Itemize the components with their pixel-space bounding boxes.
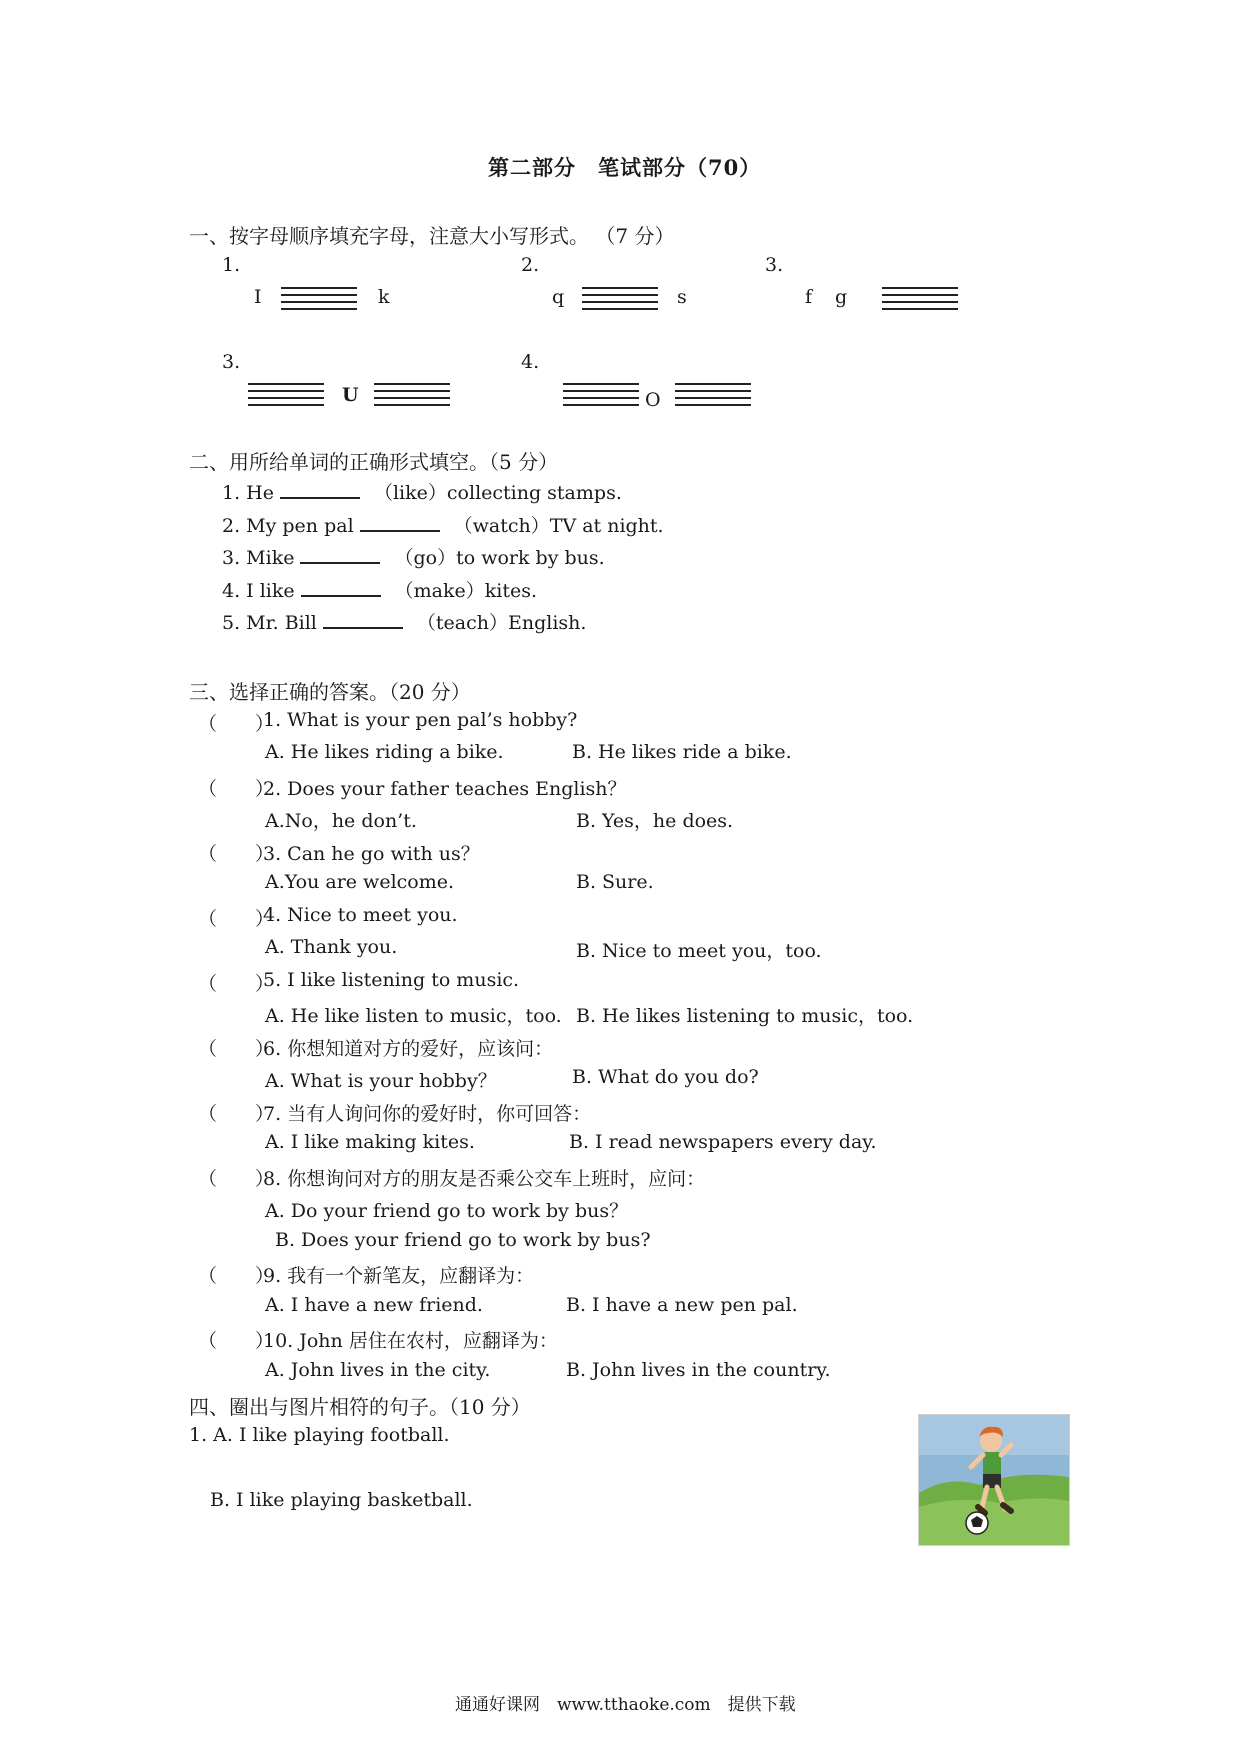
- s3-q7-option-b: B. I read newspapers every day.: [569, 1131, 877, 1153]
- s1-item-5-letter: O: [645, 389, 661, 411]
- s1-item-4-writing-lines-left[interactable]: [248, 383, 324, 411]
- s1-item-2-number: 2.: [521, 254, 540, 276]
- section-2-heading: 二、用所给单词的正确形式填空。（5 分）: [189, 450, 559, 474]
- s3-q4-answer-paren[interactable]: （ ）: [198, 908, 275, 930]
- s3-q10-answer-paren[interactable]: （ ）: [198, 1330, 275, 1352]
- s2-item-3-prefix: 3. Mike: [222, 547, 295, 569]
- s1-item-2-writing-lines[interactable]: [582, 287, 658, 315]
- s2-item-1: [222, 478, 622, 505]
- s3-q5-option-b: B. He likes listening to music，too.: [576, 1005, 914, 1027]
- s1-item-1-letter-a: I: [254, 286, 262, 308]
- s2-item-2-word: （watch）: [453, 515, 550, 537]
- s2-item-1-word: （like）: [373, 482, 447, 504]
- boy-playing-football-image: [918, 1414, 1070, 1546]
- s3-q10-option-b: B. John lives in the country.: [566, 1359, 831, 1381]
- s1-item-5-number: 4.: [521, 351, 540, 373]
- s3-q7-option-a: A. I like making kites.: [265, 1131, 475, 1153]
- s2-item-1-suffix: collecting stamps.: [446, 482, 622, 504]
- s1-item-3-letter-a: f: [805, 286, 813, 308]
- s3-q5-question: 5. I like listening to music.: [263, 969, 520, 991]
- s3-q8-question: 8. 你想询问对方的朋友是否乘公交车上班时，应问：: [263, 1168, 706, 1190]
- s3-q1-option-b: B. He likes ride a bike.: [572, 741, 792, 763]
- s2-item-1-blank[interactable]: [280, 479, 360, 499]
- s1-item-1-number: 1.: [222, 254, 241, 276]
- s2-item-2: [222, 511, 664, 538]
- s2-item-2-prefix: 2. My pen pal: [222, 515, 354, 537]
- s3-q3-question: 3. Can he go with us？: [263, 843, 480, 865]
- s3-q9-answer-paren[interactable]: （ ）: [198, 1265, 275, 1287]
- s3-q6-question: 6. 你想知道对方的爱好，应该问：: [263, 1038, 554, 1060]
- s3-q7-answer-paren[interactable]: （ ）: [198, 1103, 275, 1125]
- s3-q1-question: 1. What is your pen pal’s hobby?: [263, 709, 578, 731]
- s1-item-4-letter: U: [342, 384, 359, 406]
- s3-q4-option-a: A. Thank you.: [265, 936, 398, 958]
- s3-q6-answer-paren[interactable]: （ ）: [198, 1038, 275, 1060]
- page-footer: 通通好课网 www.tthaoke.com 提供下载: [455, 1695, 796, 1715]
- s1-item-1-letter-b: k: [378, 286, 390, 308]
- s3-q10-question: 10. John 居住在农村，应翻译为：: [263, 1330, 558, 1352]
- s3-q1-answer-paren[interactable]: （ ）: [198, 713, 275, 735]
- s3-q8-answer-paren[interactable]: （ ）: [198, 1168, 275, 1190]
- page-title: 第二部分 笔试部分（70）: [488, 155, 762, 180]
- s2-item-4-suffix: kites.: [484, 580, 537, 602]
- s3-q3-option-b: B. Sure.: [576, 871, 654, 893]
- s3-q4-question: 4. Nice to meet you.: [263, 904, 458, 926]
- s3-q7-question: 7. 当有人询问你的爱好时，你可回答：: [263, 1103, 592, 1125]
- s2-item-2-suffix: TV at night.: [549, 515, 664, 537]
- s1-item-2-letter-a: q: [552, 286, 565, 308]
- s2-item-5-blank[interactable]: [323, 609, 403, 629]
- s2-item-3: [222, 543, 605, 570]
- s3-q2-answer-paren[interactable]: （ ）: [198, 778, 275, 800]
- s3-q4-option-b: B. Nice to meet you，too.: [576, 940, 822, 962]
- s1-item-5-writing-lines-left[interactable]: [563, 383, 639, 411]
- s1-item-2-letter-b: s: [677, 286, 687, 308]
- s3-q9-option-b: B. I have a new pen pal.: [566, 1294, 798, 1316]
- s4-option-a[interactable]: 1. A. I like playing football.: [189, 1424, 450, 1446]
- s2-item-3-word: （go）: [394, 547, 457, 569]
- s1-item-4-number: 3.: [222, 351, 241, 373]
- s1-item-1-writing-lines[interactable]: [281, 287, 357, 315]
- s3-q2-option-b: B. Yes，he does.: [576, 810, 734, 832]
- s1-item-3-writing-lines[interactable]: [882, 287, 958, 315]
- s1-item-4-writing-lines-right[interactable]: [374, 383, 450, 411]
- s3-q3-option-a: A.You are welcome.: [265, 871, 455, 893]
- s2-item-4-blank[interactable]: [301, 577, 381, 597]
- s2-item-3-blank[interactable]: [300, 544, 380, 564]
- s2-item-4: [222, 576, 537, 603]
- s3-q8-option-a: A. Do your friend go to work by bus？: [265, 1200, 629, 1222]
- s2-item-5-word: （teach）: [416, 612, 508, 634]
- s2-item-5: [222, 608, 586, 635]
- s2-item-5-prefix: 5. Mr. Bill: [222, 612, 317, 634]
- s2-item-3-suffix: to work by bus.: [456, 547, 605, 569]
- s3-q8-option-b: B. Does your friend go to work by bus?: [275, 1229, 651, 1251]
- s2-item-4-prefix: 4. I like: [222, 580, 295, 602]
- s3-q9-option-a: A. I have a new friend.: [265, 1294, 483, 1316]
- s2-item-5-suffix: English.: [507, 612, 587, 634]
- s1-item-3-letter-b: g: [835, 286, 848, 308]
- s3-q2-option-a: A.No，he don’t.: [265, 810, 417, 832]
- s3-q6-option-b: B. What do you do?: [572, 1066, 759, 1088]
- section-4-heading: 四、圈出与图片相符的句子。（10 分）: [189, 1395, 531, 1419]
- s1-item-5-writing-lines-right[interactable]: [675, 383, 751, 411]
- s3-q3-answer-paren[interactable]: （ ）: [198, 843, 275, 865]
- s3-q6-option-a: A. What is your hobby？: [265, 1070, 497, 1092]
- s3-q5-answer-paren[interactable]: （ ）: [198, 973, 275, 995]
- s2-item-2-blank[interactable]: [360, 512, 440, 532]
- s3-q5-option-a: A. He like listen to music，too.: [265, 1005, 562, 1027]
- s2-item-1-prefix: 1. He: [222, 482, 274, 504]
- section-3-heading: 三、选择正确的答案。（20 分）: [189, 680, 471, 704]
- section-1-heading: 一、按字母顺序填充字母，注意大小写形式。 （7 分）: [189, 224, 675, 248]
- s3-q1-option-a: A. He likes riding a bike.: [265, 741, 504, 763]
- s4-option-b[interactable]: B. I like playing basketball.: [210, 1489, 473, 1511]
- s3-q2-question: 2. Does your father teaches English？: [263, 778, 627, 800]
- s2-item-4-word: （make）: [394, 580, 485, 602]
- s1-item-3-number: 3.: [765, 254, 784, 276]
- s3-q9-question: 9. 我有一个新笔友，应翻译为：: [263, 1265, 535, 1287]
- s3-q10-option-a: A. John lives in the city.: [265, 1359, 491, 1381]
